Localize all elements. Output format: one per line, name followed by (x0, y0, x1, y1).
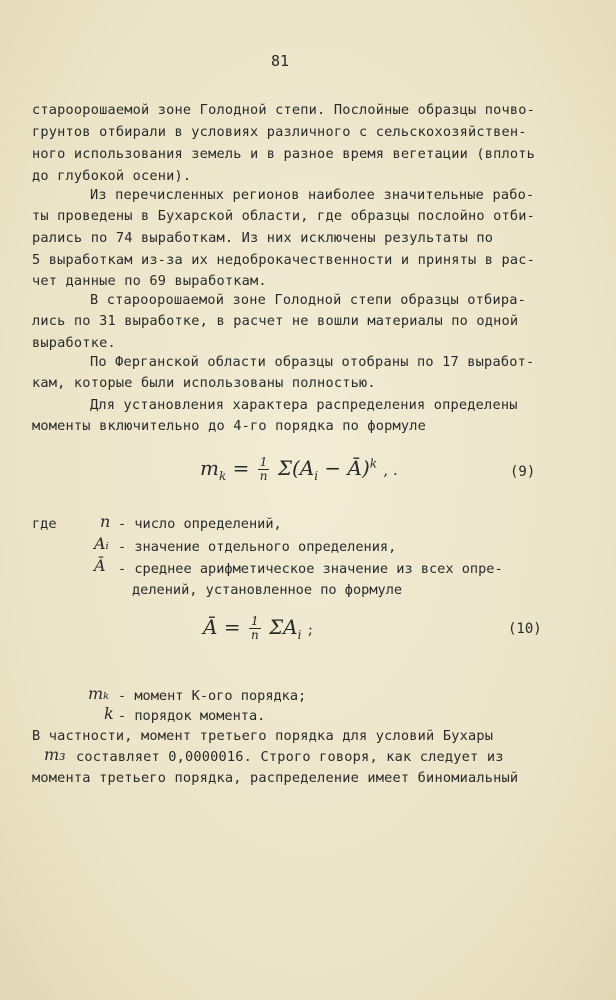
formula-sum: Σ(A (277, 456, 315, 480)
legend-text: - число определений, (118, 516, 282, 532)
formula-power: k (369, 456, 378, 471)
fraction-numerator: 1 (258, 456, 270, 470)
text-line: ного использования земель и в разное время вегетации (вплоть (32, 146, 536, 162)
formula-sum-subscript: i (297, 628, 302, 642)
formula-lhs: m (200, 456, 219, 480)
formula-tail: ; (307, 620, 313, 638)
text-line: кам, которые были использованы полностью. (32, 375, 376, 391)
text-line: староорошаемой зоне Голодной степи. Послойные образцы почво- (32, 102, 536, 118)
equation-number-9: (9) (510, 464, 536, 480)
fraction-denominator: n (259, 469, 268, 483)
symbol-n: n (100, 512, 111, 531)
fraction-denominator: n (250, 628, 259, 642)
text-line: По Ферганской области образцы отобраны по 17 выработ- (90, 354, 535, 370)
formula-9: $m_k$ = $\frac{1}{n}$ $\Sigma(A_i$ − Ā)$^k$ , . (200, 455, 398, 483)
text-line: грунтов отбирали в условиях различного с сельскохозяйствен- (32, 124, 527, 140)
text-line: В староорошаемой зоне Голодной степи образцы отбира- (90, 292, 526, 308)
legend-text: - момент К-ого порядка; (118, 688, 307, 704)
where-label: где (32, 516, 57, 532)
fraction-numerator: 1 (249, 615, 261, 629)
formula-sum: ΣA (269, 615, 298, 639)
formula-lhs: Ā (203, 615, 218, 639)
equation-number-10: (10) (508, 621, 542, 637)
formula-sum-subscript: i (314, 469, 319, 483)
symbol-a-mean: Ā (94, 556, 106, 575)
text-line: ты проведены в Бухарской области, где образцы послойно отби- (32, 208, 536, 224)
symbol-m3: m₃ (44, 745, 66, 764)
formula-lhs-subscript: k (218, 469, 227, 483)
fraction (258, 456, 270, 483)
legend-text: - среднее арифметическое значение из всех опре- (118, 561, 503, 577)
text-line: 5 выработкам из-за их недоброкачественности и приняты в рас- (32, 252, 536, 268)
fraction (249, 615, 261, 642)
text-line: Для установления характера распределения определены (90, 397, 518, 413)
text-line: В частности, момент третьего порядка для условий Бухары (32, 728, 494, 744)
formula-tail: , . (383, 461, 398, 479)
text-line: выработке. (32, 335, 116, 351)
symbol-k: k (104, 704, 114, 723)
legend-text: делений, установленное по формуле (132, 582, 403, 598)
text-line: моменты включительно до 4-го порядка по формуле (32, 418, 427, 434)
text-line: составляет 0,0000016. Строго говоря, как следует из (76, 749, 504, 765)
formula-sum-rest: − Ā) (318, 456, 370, 480)
text-line: до глубокой осени). (32, 168, 192, 184)
page-number: 81 (270, 52, 290, 70)
symbol-a-i: Aᵢ (94, 534, 109, 553)
text-line: чет данные по 69 выработкам. (32, 273, 267, 289)
text-line: рались по 74 выработкам. Из них исключены результаты по (32, 230, 494, 246)
symbol-m-k: mₖ (88, 684, 110, 703)
legend-text: - порядок момента. (118, 708, 266, 724)
text-line: лись по 31 выработке, в расчет не вошли материалы по одной (32, 313, 519, 329)
legend-text: - значение отдельного определения, (118, 539, 397, 555)
formula-10: Ā = $\frac{1}{n}$ $\Sigma A_i$ ; (203, 614, 313, 642)
text-line: момента третьего порядка, распределение имеет биномиальный (32, 770, 519, 786)
text-line: Из перечисленных регионов наиболее значительные рабо- (90, 187, 535, 203)
